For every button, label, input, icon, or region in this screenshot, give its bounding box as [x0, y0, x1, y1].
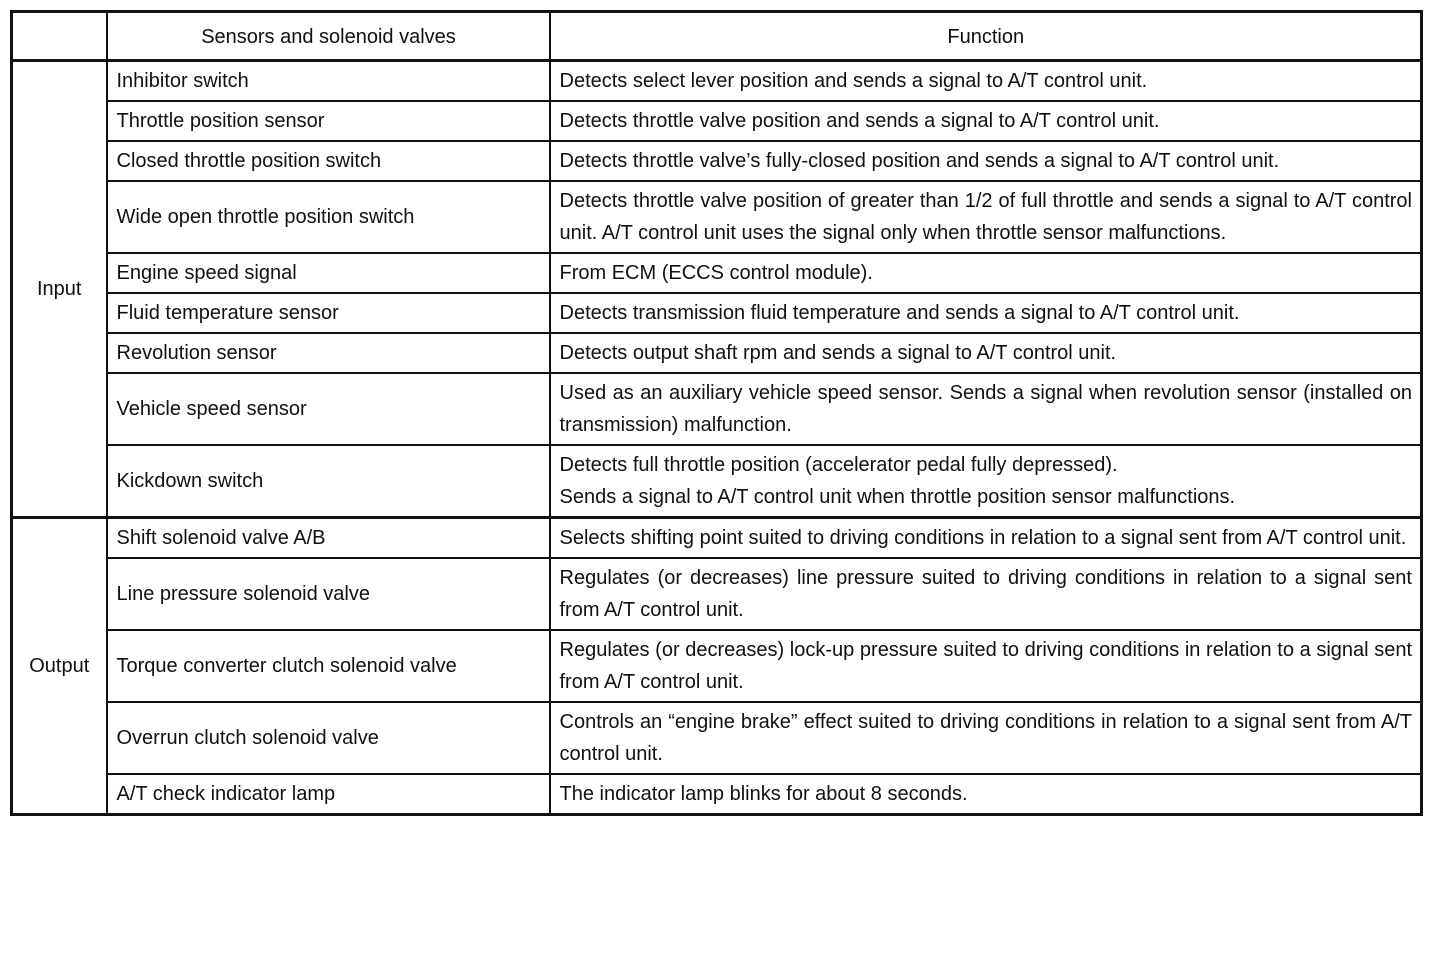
component-name-cell: Throttle position sensor	[107, 101, 550, 141]
component-name-cell: Fluid temperature sensor	[107, 293, 550, 333]
table-row	[12, 445, 1422, 518]
component-name-cell: Wide open throttle position switch	[107, 181, 550, 253]
spec-sheet	[10, 10, 1420, 816]
table-row	[12, 101, 1422, 141]
function-cell	[550, 253, 1422, 293]
function-cell	[550, 518, 1422, 559]
function-cell	[550, 141, 1422, 181]
function-cell	[550, 445, 1422, 518]
function-text: Controls an “engine brake” effect suited to driving conditions in relation to a signal sent from A/T control unit.	[559, 711, 1412, 765]
group-label-output: Output	[12, 518, 107, 815]
component-name-cell: Kickdown switch	[107, 445, 550, 518]
function-cell	[550, 630, 1422, 702]
group-label-input: Input	[12, 61, 107, 518]
function-text: Detects transmission fluid temperature and sends a signal to A/T control unit.	[559, 302, 1240, 324]
function-text: Selects shifting point suited to driving conditions in relation to a signal sent from A/T control unit.	[559, 527, 1407, 549]
name-column-header: Sensors and solenoid valves	[107, 12, 550, 61]
table-row	[12, 61, 1422, 102]
table-header	[12, 12, 1422, 61]
function-text: Used as an auxiliary vehicle speed sensor. Sends a signal when revolution sensor (installed on transmission) malfunction.	[559, 382, 1412, 436]
table-row	[12, 333, 1422, 373]
table-row	[12, 373, 1422, 445]
function-text: Regulates (or decreases) line pressure suited to driving conditions in relation to a signal sent from A/T control unit.	[559, 567, 1412, 621]
function-text: Regulates (or decreases) lock-up pressure suited to driving conditions in relation to a signal sent from A/T control unit.	[559, 639, 1412, 693]
function-text: Detects output shaft rpm and sends a signal to A/T control unit.	[559, 342, 1117, 364]
table-row	[12, 518, 1422, 559]
table-body	[12, 61, 1422, 815]
component-name-cell: Torque converter clutch solenoid valve	[107, 630, 550, 702]
function-text: From ECM (ECCS control module).	[559, 262, 873, 284]
function-cell	[550, 373, 1422, 445]
function-text: Detects throttle valve position of greater than 1/2 of full throttle and sends a signal to A/T control unit. A/T control unit uses the signal only when throttle sensor malfunctions.	[559, 190, 1412, 244]
table-row	[12, 181, 1422, 253]
function-cell	[550, 61, 1422, 102]
component-name-cell: Engine speed signal	[107, 253, 550, 293]
table-row	[12, 253, 1422, 293]
component-name-cell: Overrun clutch solenoid valve	[107, 702, 550, 774]
component-name-cell: Line pressure solenoid valve	[107, 558, 550, 630]
header-row	[12, 12, 1422, 61]
group-column-header	[12, 12, 107, 61]
component-name-cell: Inhibitor switch	[107, 61, 550, 102]
function-cell	[550, 101, 1422, 141]
table-row	[12, 293, 1422, 333]
component-name-cell: Closed throttle position switch	[107, 141, 550, 181]
function-text: Detects full throttle position (accelerator pedal fully depressed).	[559, 454, 1118, 476]
sensors-solenoids-table	[10, 10, 1423, 816]
function-cell	[550, 774, 1422, 815]
function-cell	[550, 333, 1422, 373]
component-name-cell: Vehicle speed sensor	[107, 373, 550, 445]
function-text: Detects throttle valve position and sends a signal to A/T control unit.	[559, 110, 1160, 132]
component-name-cell: Revolution sensor	[107, 333, 550, 373]
function-text: The indicator lamp blinks for about 8 seconds.	[559, 783, 968, 805]
table-row	[12, 702, 1422, 774]
component-name-cell: A/T check indicator lamp	[107, 774, 550, 815]
table-row	[12, 630, 1422, 702]
function-text: Sends a signal to A/T control unit when throttle position sensor malfunctions.	[559, 486, 1236, 508]
component-name-cell: Shift solenoid valve A/B	[107, 518, 550, 559]
table-row	[12, 558, 1422, 630]
table-row	[12, 141, 1422, 181]
function-cell	[550, 293, 1422, 333]
function-cell	[550, 702, 1422, 774]
function-text: Detects select lever position and sends a signal to A/T control unit.	[559, 70, 1148, 92]
table-row	[12, 774, 1422, 815]
function-column-header: Function	[550, 12, 1422, 61]
function-cell	[550, 181, 1422, 253]
function-cell	[550, 558, 1422, 630]
function-text: Detects throttle valve’s fully-closed position and sends a signal to A/T control unit.	[559, 150, 1280, 172]
